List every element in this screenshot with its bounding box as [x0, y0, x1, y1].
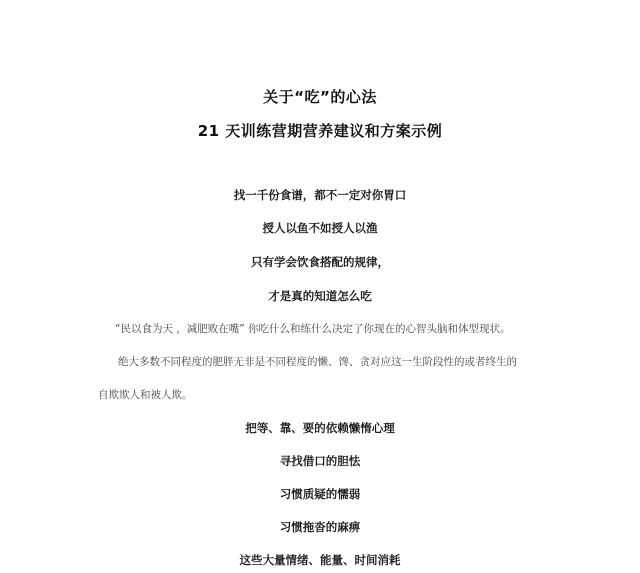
title-line-2: 21 天训练营期营养建议和方案示例: [197, 122, 443, 140]
closing-line-1: 把等、靠、要的依赖懒惰心理: [245, 421, 395, 435]
paragraph-1: “民以食为天 ，减肥败在嘴” 你吃什么和练什么决定了你现在的心智头脑和体型现状。: [115, 323, 511, 335]
closing-line-2: 寻找借口的胆怯: [279, 454, 361, 468]
closing-line-4: 习惯拖沓的麻痹: [279, 520, 361, 534]
intro-line-3: 只有学会饮食搭配的规律，: [251, 255, 389, 269]
paragraph-2-line-2: 自欺欺人和被人欺。: [98, 389, 193, 401]
closing-line-3: 习惯质疑的懦弱: [279, 487, 361, 501]
title-line-1: 关于“吃”的心法: [263, 88, 377, 106]
intro-line-4: 才是真的知道怎么吃: [268, 289, 372, 303]
paragraph-2-line-1: 绝大多数不同程度的肥胖无非是不同程度的懒、馋、贪对应这一生阶段性的或者终生的: [118, 356, 517, 368]
closing-line-5: 这些大量情绪、能量、时间消耗: [239, 553, 401, 567]
intro-line-1: 找一千份食谱，都不一定对你胃口: [233, 188, 407, 202]
intro-line-2: 授人以鱼不如授人以渔: [262, 221, 378, 235]
